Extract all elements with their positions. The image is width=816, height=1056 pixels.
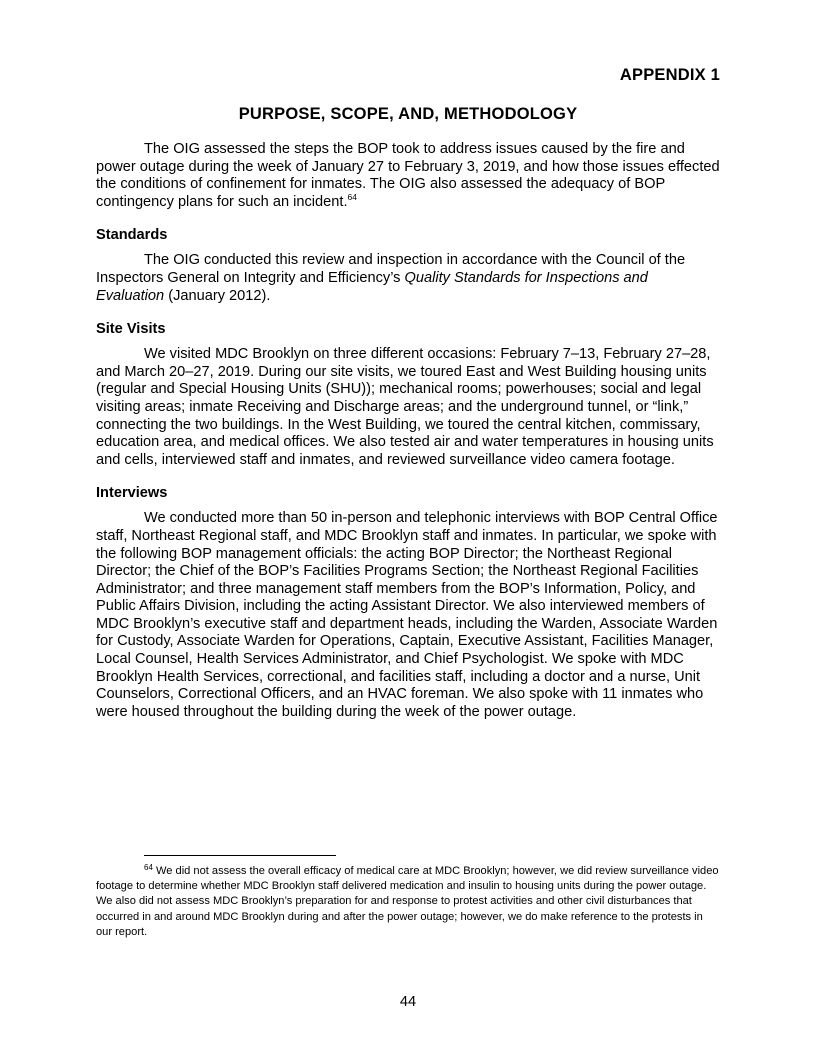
interviews-heading: Interviews (96, 485, 168, 502)
footnote-number: 64 (144, 863, 153, 872)
site-visits-heading: Site Visits (96, 321, 166, 338)
footnote-text: We did not assess the overall efficacy of medical care at MDC Brooklyn; however, we did review surveillance video footage to determine whether MDC Brooklyn staff delivered medication and insulin to housing units during the power outage. We also did not assess MDC Brooklyn’s preparation for and response to protest activities and other civil disturbances that occurred in and around MDC Brooklyn during and after the power outage; however, we do make reference to the protests in our report. (96, 865, 719, 938)
page-number: 44 (399, 994, 417, 1010)
footnote-divider (144, 855, 336, 856)
interviews-paragraph: We conducted more than 50 in-person and telephonic interviews with BOP Central Office staff, Northeast Regional staff, and MDC Brooklyn staff and inmates. In particular, we spoke with the following BOP management officials: the acting BOP Director; the Northeast Regional Director; the Chief of the BOP’s Facilities Programs Section; the Northeast Regional Facilities Administrator; and three management staff members from the BOP’s Information, Policy, and Public Affairs Division, including the acting Assistant Director. We also interviewed members of MDC Brooklyn’s executive staff and department heads, including the Warden, Associate Warden for Custody, Associate Warden for Operations, Captain, Executive Assistant, Facilities Manager, Local Counsel, Health Services Administrator, and Chief Psychologist. We spoke with MDC Brooklyn Health Services, correctional, and facilities staff, including a doctor and a nurse, Unit Counselors, Correctional Officers, and an HVAC foreman. We also spoke with 11 inmates who were housed throughout the building during the week of the power outage. (96, 510, 718, 720)
appendix-label: APPENDIX 1 (619, 66, 720, 84)
page-title: PURPOSE, SCOPE, AND, METHODOLOGY (238, 105, 578, 123)
document-page (96, 0, 720, 1056)
standards-paragraph (96, 252, 720, 305)
footnote-64 (96, 864, 720, 940)
document-body (96, 141, 720, 736)
standards-text: The OIG conducted this review and inspection in accordance with the Council of the Inspectors General on Integrity and Efficiency’s (96, 252, 686, 286)
standards-publication-title: Quality Standards for Inspections and Evaluation (96, 269, 648, 304)
intro-paragraph (96, 141, 720, 211)
site-visits-paragraph: We visited MDC Brooklyn on three different occasions: February 7–13, February 27–28, and March 20–27, 2019. During our site visits, we toured East and West Building housing units (regular and Special Housing Units (SHU)); mechanical rooms; powerhouses; social and legal visiting areas; inmate Receiving and Discharge areas; and the underground tunnel, or “link,” connecting the two buildings. In the West Building, we toured the central kitchen, commissary, education area, and medical offices. We also tested air and water temperatures in housing units and cells, interviewed staff and inmates, and reviewed surveillance video camera footage. (96, 346, 714, 468)
standards-text-end: (January 2012). (164, 287, 271, 304)
footnote-ref-64[interactable]: 64 (347, 191, 357, 202)
standards-heading: Standards (96, 227, 168, 244)
intro-text: The OIG assessed the steps the BOP took to address issues caused by the fire and power outage during the week of January 27 to February 3, 2019, and how those issues effected the conditions of confinement for inmates. The OIG also assessed the adequacy of BOP contingency plans for such an incident. (96, 141, 720, 210)
